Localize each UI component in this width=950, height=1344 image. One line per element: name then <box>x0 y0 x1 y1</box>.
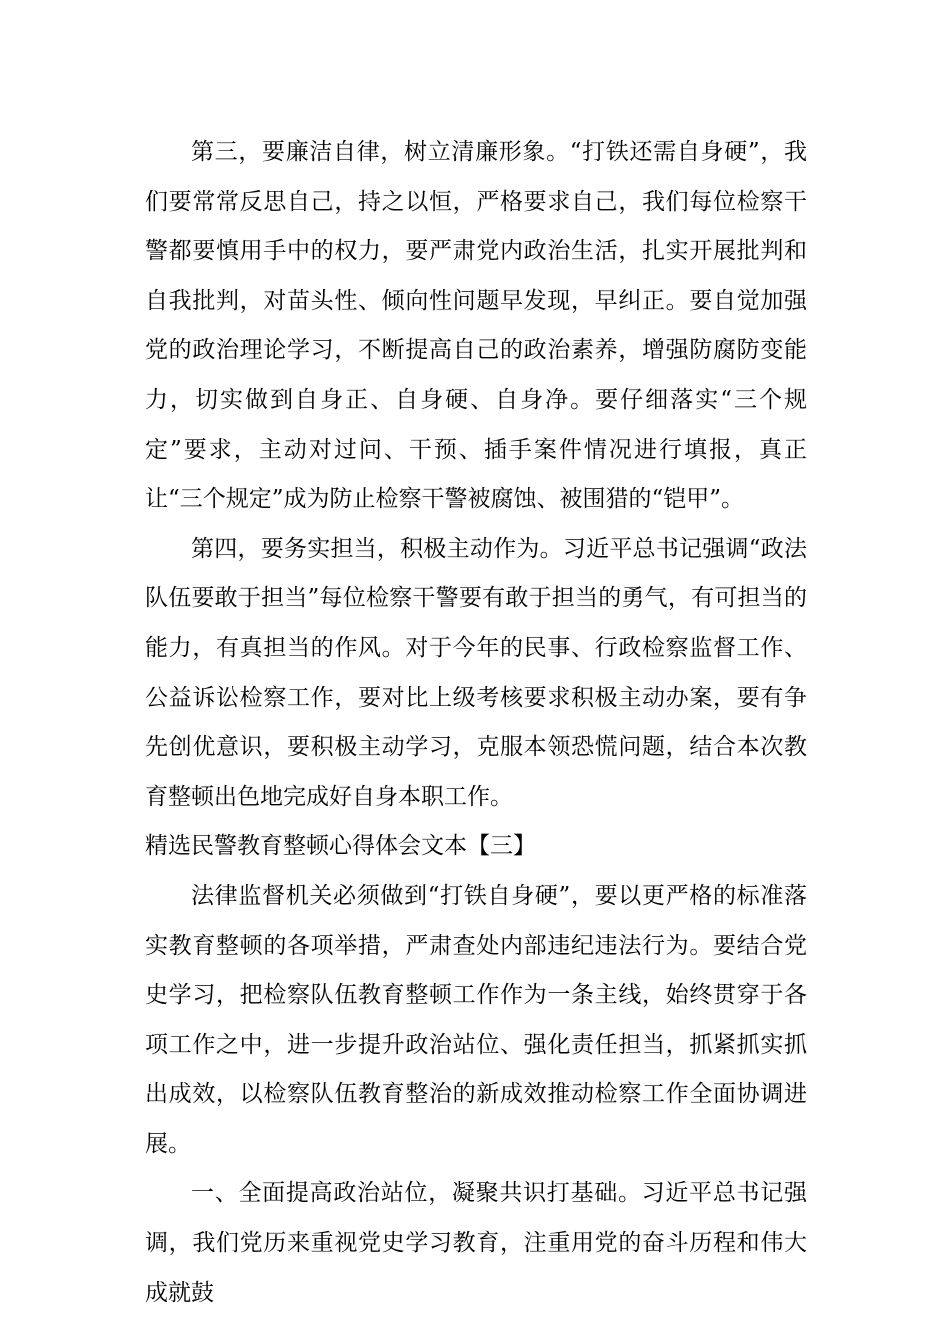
paragraph-point-one: 一、全面提高政治站位，凝聚共识打基础。习近平总书记强调，我们党历来重视党史学习教育，注重用党的奋斗历程和伟大成就鼓 <box>145 1180 807 1306</box>
paragraph-fourth-point: 第四，要务实担当，积极主动作为。习近平总书记强调“政法队伍要敢于担当”每位检察干警要有敢于担当的勇气，有可担当的能力，有真担当的作风。对于今年的民事、行政检察监督工作、公益诉讼检察工作，要对比上级考核要求积极主动办案，要有争先创优意识，要积极主动学习，克服本领恐慌问题，结合本次教育整顿出色地完成好自身本职工作。 <box>145 535 807 810</box>
paragraph-third-point: 第三，要廉洁自律，树立清廉形象。“打铁还需自身硬”，我们要常常反思自己，持之以恒，严格要求自己，我们每位检察干警都要慎用手中的权力，要严肃党内政治生活，扎实开展批判和自我批判，对苗头性、倾向性问题早发现，早纠正。要自觉加强党的政治理论学习，不断提高自己的政治素养，增强防腐防变能力，切实做到自身正、自身硬、自身净。要仔细落实“三个规定”要求，主动对过问、干预、插手案件情况进行填报，真正让“三个规定”成为防止检察干警被腐蚀、被围猎的“铠甲”。 <box>145 139 807 513</box>
document-body <box>145 128 807 1318</box>
section-heading: 精选民警教育整顿心得体会文本【三】 <box>145 833 536 860</box>
paragraph-section-intro: 法律监督机关必须做到“打铁自身硬”，要以更严格的标准落实教育整顿的各项举措，严肃查处内部违纪违法行为。要结合党史学习，把检察队伍教育整顿工作作为一条主线，始终贯穿于各项工作之中，进一步提升政治站位、强化责任担当，抓紧抓实抓出成效，以检察队伍教育整治的新成效推动检察工作全面协调进展。 <box>145 882 807 1157</box>
